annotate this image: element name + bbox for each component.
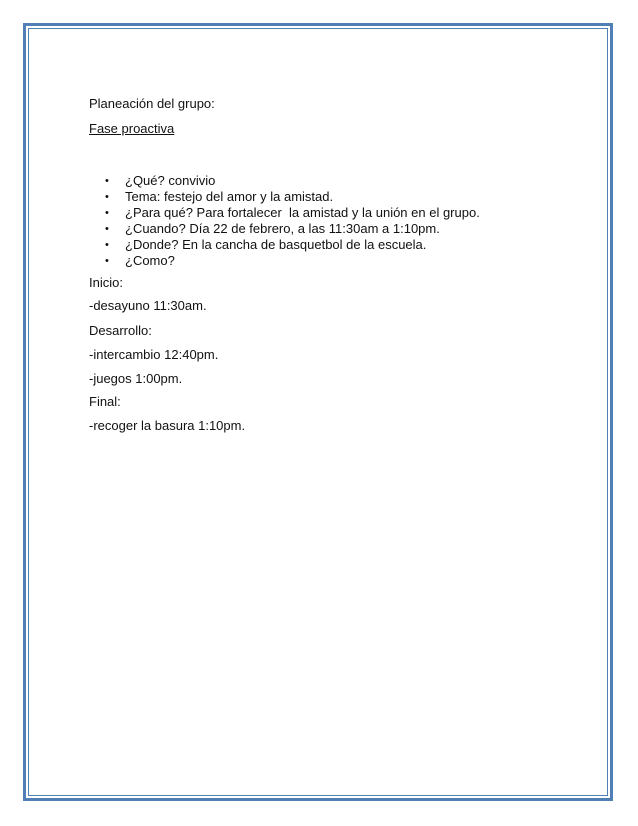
- bullet-icon: •: [105, 223, 109, 235]
- final-item: -recoger la basura 1:10pm.: [89, 418, 246, 433]
- desarrollo-item-2: -juegos 1:00pm.: [89, 371, 183, 386]
- bullet-icon: •: [105, 255, 109, 267]
- bullet-icon: •: [105, 207, 109, 219]
- list-item: [89, 221, 559, 237]
- bullet-icon: •: [105, 191, 109, 203]
- bullet-icon: •: [105, 175, 109, 187]
- final-label: Final:: [89, 394, 121, 409]
- list-item-text: ¿Qué? convivio: [125, 173, 216, 188]
- list-item: [89, 237, 559, 253]
- phase-heading: Fase proactiva: [89, 121, 175, 136]
- bullet-icon: •: [105, 239, 109, 251]
- inicio-item: -desayuno 11:30am.: [89, 298, 207, 313]
- desarrollo-item-1: -intercambio 12:40pm.: [89, 347, 219, 362]
- list-item-text: Tema: festejo del amor y la amistad.: [125, 189, 334, 204]
- list-item-text: ¿Donde? En la cancha de basquetbol de la escuela.: [125, 237, 427, 252]
- list-item-text: ¿Cuando? Día 22 de febrero, a las 11:30am a 1:10pm.: [125, 221, 440, 236]
- document-title: Planeación del grupo:: [89, 96, 215, 111]
- desarrollo-label: Desarrollo:: [89, 323, 152, 338]
- inicio-label: Inicio:: [89, 275, 123, 290]
- planning-list: [89, 173, 559, 269]
- list-item: [89, 189, 559, 205]
- list-item: [89, 253, 559, 269]
- list-item-text: ¿Como?: [125, 253, 175, 268]
- document-body: [89, 96, 559, 434]
- list-item: [89, 173, 559, 189]
- list-item-text: ¿Para qué? Para fortalecer la amistad y la unión en el grupo.: [125, 205, 480, 220]
- list-item: [89, 205, 559, 221]
